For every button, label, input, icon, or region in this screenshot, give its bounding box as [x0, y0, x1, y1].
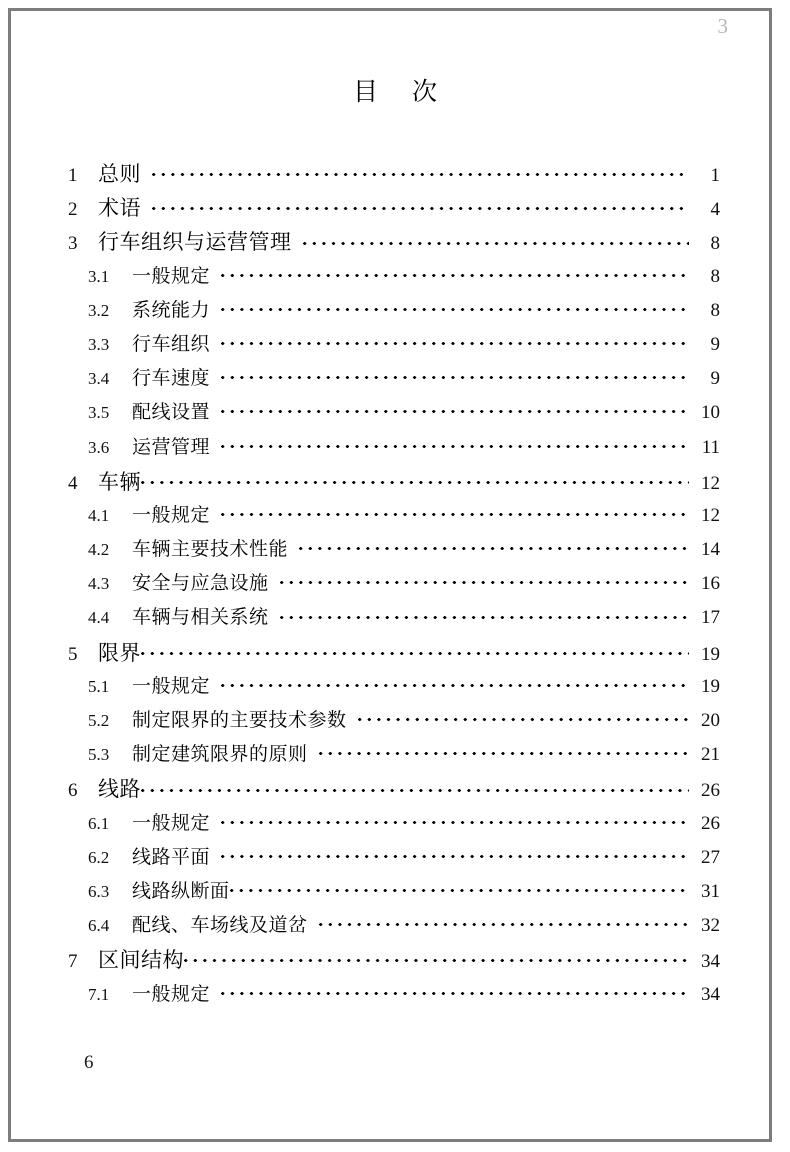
- toc-entry[interactable]: [0, 363, 790, 397]
- toc-entry-label: 区间结构: [98, 948, 184, 973]
- toc-dot-leader: [221, 813, 689, 829]
- toc-dot-leader: [152, 165, 689, 181]
- toc-dot-leader: [141, 644, 689, 660]
- toc-entry-number: 2: [68, 199, 78, 221]
- toc-entry[interactable]: [0, 739, 790, 773]
- table-of-contents: [0, 158, 790, 1013]
- toc-entry-number: 1: [68, 165, 78, 186]
- toc-dot-leader: [221, 300, 689, 316]
- toc-entry[interactable]: [0, 261, 790, 295]
- toc-entry[interactable]: [0, 979, 790, 1013]
- toc-entry-page-number: 8: [710, 233, 720, 255]
- toc-entry[interactable]: [0, 397, 790, 431]
- toc-entry[interactable]: [0, 432, 790, 466]
- toc-entry-label: 限界: [98, 640, 141, 665]
- toc-entry[interactable]: [0, 192, 790, 226]
- toc-entry-page-number: 9: [710, 368, 720, 390]
- toc-entry[interactable]: [0, 329, 790, 363]
- toc-entry-page-number: 17: [701, 607, 720, 629]
- toc-entry-label: 车辆与相关系统: [132, 607, 269, 629]
- toc-entry-page-number: 16: [701, 573, 720, 595]
- toc-dot-leader: [221, 266, 689, 282]
- toc-entry-number: 6.3: [88, 881, 110, 901]
- toc-entry[interactable]: [0, 295, 790, 329]
- toc-entry-number: 3.3: [88, 334, 110, 354]
- toc-dot-leader: [184, 951, 689, 967]
- toc-entry[interactable]: [0, 842, 790, 876]
- toc-entry-page-number: 9: [710, 333, 720, 355]
- toc-entry-number: 3: [68, 233, 78, 255]
- toc-entry-label: 行车速度: [132, 368, 211, 390]
- toc-entry-page-number: 4: [710, 199, 720, 221]
- toc-entry-label: 一般规定: [132, 983, 211, 1005]
- toc-entry[interactable]: [0, 808, 790, 842]
- toc-entry[interactable]: [0, 534, 790, 568]
- toc-dot-leader: [280, 607, 689, 623]
- header-page-number: 3: [717, 14, 728, 38]
- toc-entry-label: 一般规定: [132, 504, 211, 526]
- toc-entry-label: 总则: [98, 162, 141, 186]
- toc-entry-page-number: 32: [701, 915, 720, 937]
- toc-entry-page-number: 34: [701, 951, 720, 973]
- toc-entry-label: 制定限界的主要技术参数: [132, 710, 347, 731]
- toc-entry-number: 4: [68, 472, 78, 494]
- toc-entry-number: 6.2: [88, 847, 110, 867]
- toc-entry-number: 4.4: [88, 608, 110, 628]
- toc-entry-page-number: 10: [701, 402, 720, 424]
- toc-entry[interactable]: [0, 637, 790, 671]
- toc-entry[interactable]: [0, 773, 790, 807]
- toc-entry-page-number: 20: [701, 710, 720, 731]
- toc-entry-label: 线路纵断面: [132, 880, 230, 902]
- toc-entry-label: 车辆: [98, 469, 141, 494]
- toc-entry-number: 7.1: [88, 984, 110, 1004]
- toc-entry[interactable]: [0, 910, 790, 944]
- toc-entry-label: 术语: [98, 196, 141, 221]
- toc-dot-leader: [358, 710, 689, 726]
- page-title-char-2: 次: [412, 79, 438, 106]
- toc-entry-label: 配线设置: [132, 402, 211, 424]
- toc-dot-leader: [221, 368, 689, 384]
- toc-entry[interactable]: [0, 500, 790, 534]
- toc-entry-label: 一般规定: [132, 812, 211, 834]
- page-title-char-1: 目: [352, 79, 378, 106]
- toc-entry-number: 3.5: [88, 403, 110, 423]
- toc-dot-leader: [221, 984, 689, 1000]
- toc-entry-label: 行车组织: [132, 333, 211, 355]
- toc-entry-page-number: 14: [701, 539, 720, 561]
- toc-entry[interactable]: [0, 705, 790, 739]
- toc-entry-number: 4.3: [88, 574, 110, 594]
- toc-entry-number: 4.2: [88, 540, 110, 560]
- toc-entry-page-number: 11: [701, 436, 720, 458]
- toc-dot-leader: [319, 915, 689, 931]
- toc-entry-page-number: 1: [710, 165, 720, 186]
- toc-entry-page-number: 8: [710, 265, 720, 287]
- toc-entry-label: 配线、车场线及道岔: [132, 915, 308, 937]
- toc-entry-label: 系统能力: [132, 299, 211, 321]
- toc-entry-label: 线路: [98, 777, 141, 802]
- toc-dot-leader: [141, 780, 689, 796]
- toc-entry-number: 3.6: [88, 437, 110, 457]
- toc-entry-number: 5.3: [88, 745, 110, 765]
- toc-entry-number: 7: [68, 951, 78, 973]
- toc-entry-label: 一般规定: [132, 265, 211, 287]
- toc-entry-page-number: 12: [701, 472, 720, 494]
- toc-entry-page-number: 12: [701, 504, 720, 526]
- toc-entry-label: 行车组织与运营管理: [98, 230, 292, 255]
- toc-dot-leader: [221, 676, 689, 692]
- toc-dot-leader: [221, 847, 689, 863]
- toc-entry-page-number: 21: [701, 744, 720, 766]
- toc-entry[interactable]: [0, 876, 790, 910]
- toc-entry-page-number: 31: [701, 880, 720, 902]
- toc-dot-leader: [221, 402, 689, 418]
- toc-entry[interactable]: [0, 158, 790, 192]
- toc-entry-label: 线路平面: [132, 846, 211, 868]
- toc-entry-number: 3.2: [88, 300, 110, 320]
- toc-entry-page-number: 34: [701, 983, 720, 1005]
- toc-entry-label: 运营管理: [132, 436, 211, 458]
- toc-dot-leader: [319, 744, 689, 760]
- toc-entry[interactable]: [0, 568, 790, 602]
- toc-entry-page-number: 27: [701, 846, 720, 868]
- toc-dot-leader: [141, 473, 689, 489]
- toc-dot-leader: [303, 233, 690, 249]
- toc-entry-page-number: 8: [710, 299, 720, 321]
- toc-entry-label: 制定建筑限界的原则: [132, 744, 308, 766]
- page-title: [0, 72, 790, 108]
- toc-entry[interactable]: [0, 466, 790, 500]
- toc-entry[interactable]: [0, 671, 790, 705]
- toc-dot-leader: [280, 573, 689, 589]
- toc-dot-leader: [221, 334, 689, 350]
- toc-entry-number: 3.4: [88, 369, 110, 389]
- toc-entry[interactable]: [0, 602, 790, 636]
- toc-dot-leader: [152, 199, 689, 215]
- toc-entry[interactable]: [0, 226, 790, 260]
- toc-entry-label: 安全与应急设施: [132, 573, 269, 595]
- toc-entry[interactable]: [0, 944, 790, 978]
- toc-dot-leader: [230, 881, 689, 897]
- toc-entry-number: 6: [68, 780, 78, 802]
- toc-entry-page-number: 19: [701, 643, 720, 665]
- toc-entry-page-number: 26: [701, 780, 720, 802]
- toc-dot-leader: [299, 539, 689, 555]
- toc-entry-number: 3.1: [88, 266, 110, 286]
- toc-entry-number: 5.2: [88, 711, 110, 730]
- toc-entry-number: 4.1: [88, 505, 110, 525]
- toc-dot-leader: [221, 437, 689, 453]
- toc-entry-page-number: 19: [701, 675, 720, 697]
- toc-dot-leader: [221, 505, 689, 521]
- footer-page-number: 6: [84, 1052, 94, 1073]
- toc-entry-label: 一般规定: [132, 675, 211, 697]
- toc-entry-number: 6.4: [88, 916, 110, 936]
- toc-entry-number: 6.1: [88, 813, 110, 833]
- toc-entry-number: 5: [68, 643, 78, 665]
- toc-entry-label: 车辆主要技术性能: [132, 539, 289, 561]
- toc-entry-number: 5.1: [88, 676, 110, 696]
- toc-entry-page-number: 26: [701, 812, 720, 834]
